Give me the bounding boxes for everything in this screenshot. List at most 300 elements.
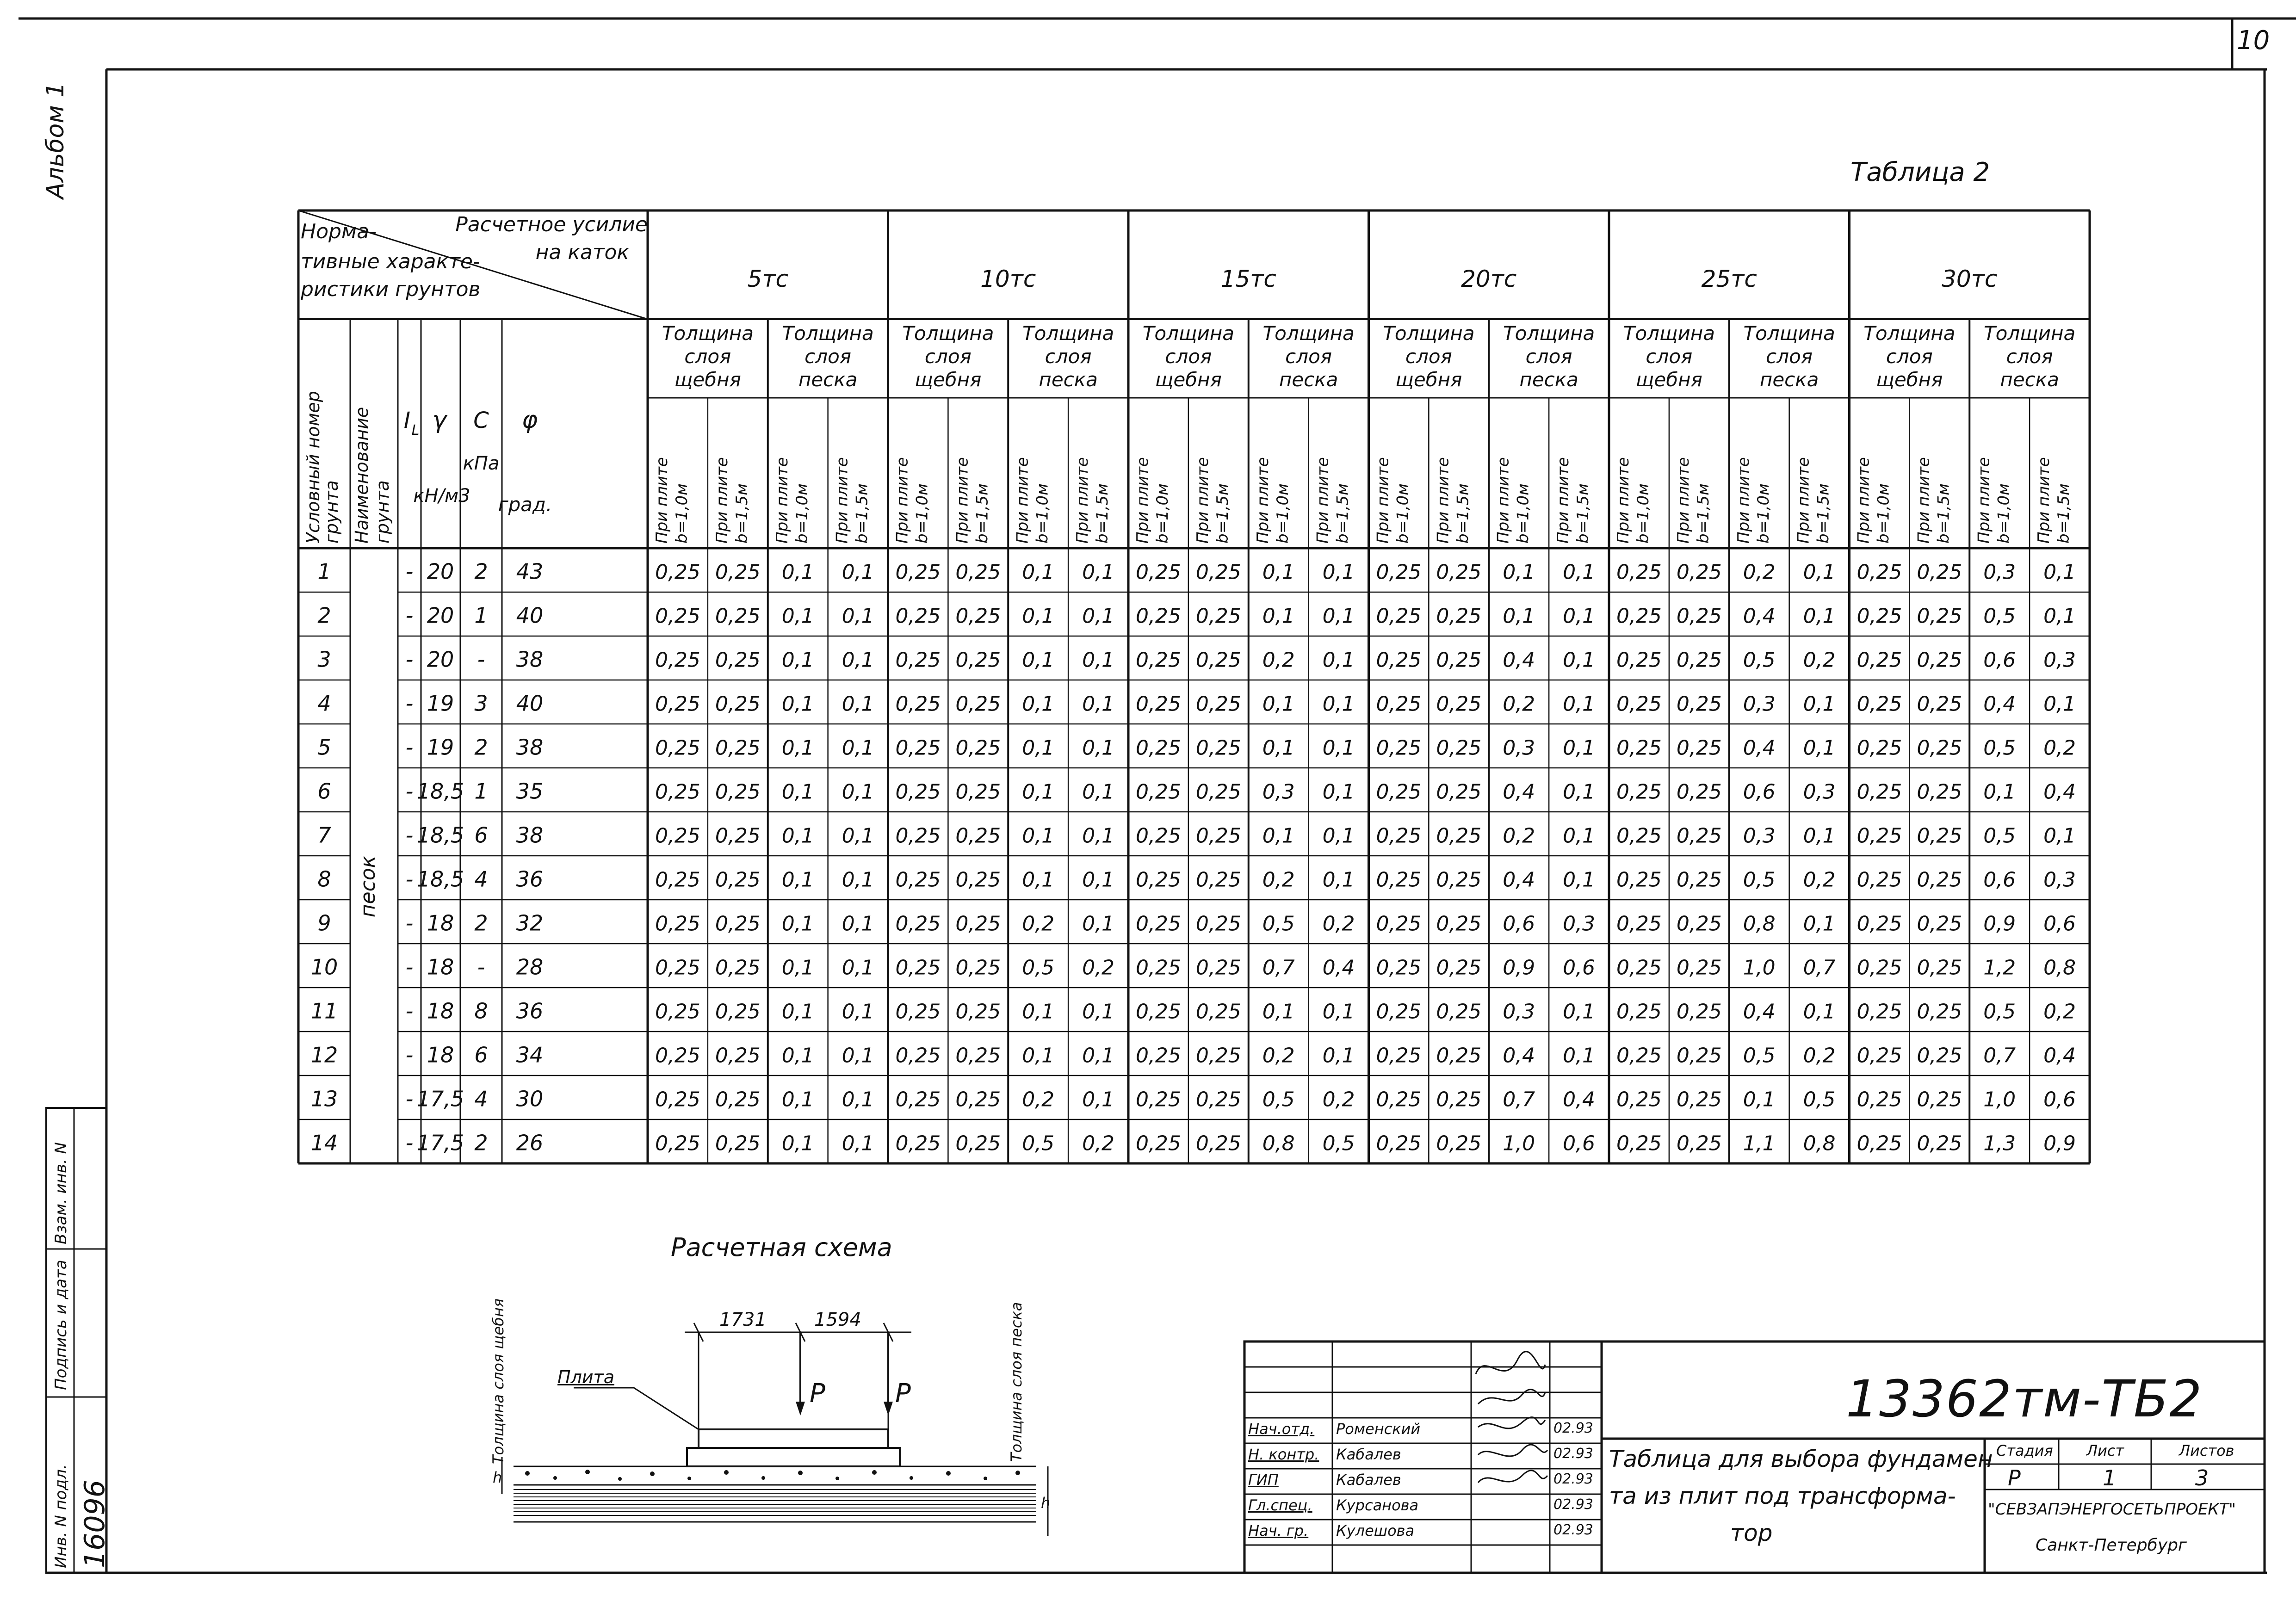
table-cell-value: 0,25 bbox=[1376, 692, 1422, 716]
table-cell-value: 0,6 bbox=[1563, 956, 1596, 980]
table-cell-value: 0,25 bbox=[715, 780, 761, 804]
table-cell-value: 0,25 bbox=[1857, 1000, 1902, 1024]
header-name-label: Наименование bbox=[352, 407, 372, 544]
stamp-row-name: Кабалев bbox=[1336, 1446, 1401, 1463]
table-cell-value: 0,25 bbox=[1676, 824, 1722, 848]
table-cell-value: 0,25 bbox=[655, 824, 700, 848]
table-cell-value: 0,2 bbox=[1262, 648, 1295, 672]
table-cell-value: 0,1 bbox=[1262, 560, 1295, 584]
stamp-sheet-value: 1 bbox=[2103, 1465, 2117, 1490]
stamp-row-date: 02.93 bbox=[1553, 1522, 1593, 1538]
table-cell-value: 0,1 bbox=[842, 1000, 874, 1024]
stamp-code: 13362тм-ТБ2 bbox=[1846, 1369, 2203, 1428]
subgroup-label: Толщина bbox=[662, 322, 754, 345]
header-norm-text: ристики грунтов bbox=[301, 278, 481, 301]
table-cell-value: 0,1 bbox=[781, 868, 814, 892]
scheme-h-left: h bbox=[493, 1469, 502, 1486]
table-cell-value: 0,9 bbox=[1503, 956, 1535, 980]
table-cell-value: 0,25 bbox=[1676, 956, 1722, 980]
group-label: 15тс bbox=[1220, 266, 1276, 292]
table-cell-value: 0,25 bbox=[1917, 1000, 1962, 1024]
subgroup-label: слоя bbox=[1525, 345, 1572, 368]
table-cell-value: 0,25 bbox=[1376, 956, 1422, 980]
table-cell-value: 0,1 bbox=[1082, 1044, 1115, 1068]
table-cell-value: 0,1 bbox=[781, 560, 814, 584]
row-c: - bbox=[477, 954, 485, 980]
table-cell-value: 0,25 bbox=[1436, 1088, 1482, 1112]
table-cell-value: 0,25 bbox=[1436, 868, 1482, 892]
subgroup-label: Толщина bbox=[1984, 322, 2076, 345]
table-cell-value: 0,1 bbox=[2043, 604, 2076, 628]
table-cell-value: 0,25 bbox=[715, 560, 761, 584]
table-cell-value: 0,25 bbox=[1676, 1131, 1722, 1156]
row-il: - bbox=[405, 559, 414, 584]
table-cell-value: 0,25 bbox=[1376, 1088, 1422, 1112]
row-il: - bbox=[405, 647, 414, 672]
table-cell-value: 0,25 bbox=[1857, 648, 1902, 672]
row-c: 2 bbox=[474, 1130, 488, 1156]
table-cell-value: 0,25 bbox=[1917, 560, 1962, 584]
subgroup-label: песка bbox=[1519, 368, 1578, 391]
table-cell-value: 0,25 bbox=[1195, 1131, 1241, 1156]
table-cell-value: 0,25 bbox=[1135, 780, 1181, 804]
table-cell-value: 0,25 bbox=[955, 1000, 1001, 1024]
header-force-text: Расчетное усилие bbox=[455, 213, 648, 236]
side-stamp-inv-value: 16096 bbox=[79, 1480, 111, 1568]
stamp-stage-label: Стадия bbox=[1996, 1442, 2053, 1459]
plate-label: При плите bbox=[653, 457, 671, 544]
table-cell-value: 0,25 bbox=[1676, 1088, 1722, 1112]
table-cell-value: 0,5 bbox=[1262, 912, 1295, 936]
table-cell-value: 0,1 bbox=[1322, 1000, 1355, 1024]
side-stamp-sign-label: Подпись и дата bbox=[52, 1260, 70, 1390]
table-cell-value: 0,25 bbox=[1376, 780, 1422, 804]
table-cell-value: 0,25 bbox=[1436, 1044, 1482, 1068]
table-cell-value: 0,1 bbox=[1563, 560, 1596, 584]
header-norm-text: тивные характе- bbox=[301, 250, 480, 273]
table-cell-value: 0,25 bbox=[1857, 780, 1902, 804]
row-number: 4 bbox=[317, 691, 331, 716]
subgroup-label: слоя bbox=[924, 345, 972, 368]
row-il: - bbox=[405, 954, 414, 980]
table-cell-value: 0,25 bbox=[715, 648, 761, 672]
table-cell-value: 0,25 bbox=[895, 868, 941, 892]
table-cell-value: 0,1 bbox=[1262, 736, 1295, 760]
table-cell-value: 0,1 bbox=[1322, 692, 1355, 716]
table-cell-value: 0,1 bbox=[1322, 1044, 1355, 1068]
plate-label: b=1,0м bbox=[1874, 483, 1893, 544]
table-cell-value: 1,3 bbox=[1983, 1131, 2016, 1156]
table-cell-value: 0,1 bbox=[1022, 1000, 1055, 1024]
subgroup-label: Толщина bbox=[1623, 322, 1715, 345]
table-cell-value: 0,4 bbox=[1322, 956, 1355, 980]
table-cell-value: 0,25 bbox=[1676, 868, 1722, 892]
row-phi: 40 bbox=[516, 603, 544, 628]
header-gamma-label: γ bbox=[432, 406, 447, 434]
table-cell-value: 0,25 bbox=[955, 824, 1001, 848]
table-cell-value: 0,25 bbox=[955, 692, 1001, 716]
table-cell-value: 0,4 bbox=[1563, 1088, 1596, 1112]
table-cell-value: 0,1 bbox=[781, 1000, 814, 1024]
table-cell-value: 0,25 bbox=[1616, 1131, 1662, 1156]
table-cell-value: 0,1 bbox=[842, 824, 874, 848]
stamp-sheets-label: Листов bbox=[2179, 1442, 2234, 1459]
table-cell-value: 0,1 bbox=[1082, 736, 1115, 760]
table-cell-value: 0,1 bbox=[842, 1131, 874, 1156]
row-gamma: 18 bbox=[427, 910, 454, 936]
subgroup-label: слоя bbox=[1405, 345, 1452, 368]
table-cell-value: 0,1 bbox=[781, 912, 814, 936]
row-phi: 35 bbox=[516, 779, 544, 804]
table-cell-value: 0,2 bbox=[1082, 1131, 1115, 1156]
table-cell-value: 0,2 bbox=[1503, 824, 1535, 848]
table-cell-value: 0,1 bbox=[1503, 560, 1535, 584]
table-cell-value: 0,8 bbox=[2043, 956, 2076, 980]
row-c: 4 bbox=[474, 866, 488, 892]
table-cell-value: 0,1 bbox=[1322, 648, 1355, 672]
stamp-row-date: 02.93 bbox=[1553, 1496, 1593, 1513]
table-cell-value: 0,5 bbox=[1743, 1044, 1776, 1068]
table-cell-value: 0,3 bbox=[2043, 868, 2076, 892]
table-cell-value: 0,1 bbox=[1022, 560, 1055, 584]
table-cell-value: 0,4 bbox=[2043, 780, 2076, 804]
table-cell-value: 0,2 bbox=[1322, 1088, 1355, 1112]
row-number: 9 bbox=[317, 910, 331, 936]
table-cell-value: 0,9 bbox=[2043, 1131, 2076, 1156]
plate-label: b=1,0м bbox=[1634, 483, 1652, 544]
table-cell-value: 0,25 bbox=[1676, 912, 1722, 936]
table-cell-value: 0,25 bbox=[955, 604, 1001, 628]
plate-label: b=1,5м bbox=[973, 483, 992, 544]
row-gamma: 18,5 bbox=[416, 779, 464, 804]
table-cell-value: 0,7 bbox=[1503, 1088, 1535, 1112]
row-c: 4 bbox=[474, 1086, 488, 1112]
row-gamma: 18 bbox=[427, 954, 454, 980]
table-cell-value: 0,25 bbox=[895, 1000, 941, 1024]
table-cell-value: 0,1 bbox=[1262, 1000, 1295, 1024]
plate-label: При плите bbox=[953, 457, 972, 544]
subgroup-label: песка bbox=[1759, 368, 1819, 391]
stamp-org: "СЕВЗАПЭНЕРГОСЕТЬПРОЕКТ" bbox=[1988, 1500, 2236, 1519]
stamp-row-name: Роменский bbox=[1336, 1420, 1421, 1438]
table-cell-value: 0,25 bbox=[655, 1131, 700, 1156]
table-cell-value: 0,25 bbox=[895, 912, 941, 936]
table-cell-value: 0,25 bbox=[1376, 824, 1422, 848]
plate-label: b=1,0м bbox=[1393, 483, 1412, 544]
table-cell-value: 0,1 bbox=[1322, 736, 1355, 760]
table-cell-value: 0,25 bbox=[895, 560, 941, 584]
table-cell-value: 0,5 bbox=[1022, 956, 1055, 980]
stamp-title-3: тор bbox=[1730, 1520, 1773, 1546]
header-c-label: C bbox=[473, 408, 489, 433]
table-cell-value: 0,25 bbox=[1917, 824, 1962, 848]
table-cell-value: 0,25 bbox=[1857, 560, 1902, 584]
plate-label: При плите bbox=[1854, 457, 1873, 544]
table-cell-value: 0,1 bbox=[1563, 780, 1596, 804]
table-cell-value: 0,1 bbox=[1803, 1000, 1836, 1024]
row-il: - bbox=[405, 822, 414, 848]
table-cell-value: 0,5 bbox=[1983, 604, 2016, 628]
table-cell-value: 0,1 bbox=[842, 780, 874, 804]
table-cell-value: 0,25 bbox=[1195, 560, 1241, 584]
table-cell-value: 0,5 bbox=[1022, 1131, 1055, 1156]
table-cell-value: 0,2 bbox=[1803, 648, 1836, 672]
table-cell-value: 0,25 bbox=[1616, 956, 1662, 980]
table-cell-value: 0,1 bbox=[1503, 604, 1535, 628]
table-cell-value: 0,25 bbox=[1195, 1044, 1241, 1068]
table-cell-value: 0,2 bbox=[1803, 868, 1836, 892]
row-number: 14 bbox=[310, 1130, 338, 1156]
table-cell-value: 0,25 bbox=[655, 868, 700, 892]
table-cell-value: 0,1 bbox=[1082, 692, 1115, 716]
table-cell-value: 1,2 bbox=[1983, 956, 2016, 980]
table-cell-value: 0,1 bbox=[842, 868, 874, 892]
scheme-sand-label: Толщина слоя песка bbox=[1008, 1302, 1025, 1462]
row-gamma: 19 bbox=[427, 735, 454, 760]
row-c: 2 bbox=[474, 559, 488, 584]
table-cell-value: 0,5 bbox=[1983, 824, 2016, 848]
table-cell-value: 0,25 bbox=[1376, 868, 1422, 892]
table-cell-value: 0,25 bbox=[715, 1131, 761, 1156]
table-cell-value: 0,5 bbox=[1983, 736, 2016, 760]
sheet-number: 10 bbox=[2237, 25, 2270, 56]
stamp-row-name: Кулешова bbox=[1336, 1522, 1415, 1539]
row-il: - bbox=[405, 691, 414, 716]
row-phi: 43 bbox=[516, 559, 544, 584]
table-cell-value: 0,1 bbox=[842, 692, 874, 716]
table-cell-value: 0,3 bbox=[1743, 824, 1776, 848]
subgroup-label: Толщина bbox=[1022, 322, 1114, 345]
table-cell-value: 0,25 bbox=[1616, 648, 1662, 672]
table-cell-value: 0,2 bbox=[1022, 1088, 1055, 1112]
plate-label: При плите bbox=[833, 457, 852, 544]
table-cell-value: 0,25 bbox=[1195, 648, 1241, 672]
soil-table bbox=[298, 210, 2090, 1163]
table-cell-value: 0,3 bbox=[1743, 692, 1776, 716]
table-label: Таблица 2 bbox=[1850, 157, 1990, 187]
table-cell-value: 0,2 bbox=[1022, 912, 1055, 936]
stamp-row: Гл.спец. bbox=[1248, 1496, 1312, 1514]
subgroup-label: песка bbox=[798, 368, 858, 391]
table-cell-value: 0,25 bbox=[955, 1044, 1001, 1068]
table-cell-value: 1,0 bbox=[1503, 1131, 1535, 1156]
subgroup-label: слоя bbox=[684, 345, 731, 368]
header-il-label: I bbox=[403, 408, 411, 433]
table-cell-value: 0,1 bbox=[1563, 868, 1596, 892]
table-cell-value: 0,25 bbox=[715, 1088, 761, 1112]
scheme-dim-left: 1731 bbox=[719, 1309, 767, 1330]
table-cell-value: 0,1 bbox=[1082, 912, 1115, 936]
row-number: 7 bbox=[317, 822, 331, 848]
table-cell-value: 0,1 bbox=[1322, 824, 1355, 848]
table-cell-value: 0,25 bbox=[1917, 648, 1962, 672]
stamp-row: ГИП bbox=[1248, 1471, 1279, 1489]
subgroup-label: щебня bbox=[1395, 368, 1462, 391]
table-cell-value: 0,25 bbox=[1616, 736, 1662, 760]
header-num-label: Условный номер bbox=[303, 391, 323, 544]
table-cell-value: 0,1 bbox=[842, 1088, 874, 1112]
table-cell-value: 1,1 bbox=[1743, 1131, 1776, 1156]
stamp-row: Нач. гр. bbox=[1248, 1522, 1309, 1539]
table-cell-value: 0,1 bbox=[842, 1044, 874, 1068]
table-cell-value: 0,4 bbox=[1503, 868, 1535, 892]
subgroup-label: слоя bbox=[1285, 345, 1332, 368]
row-number: 1 bbox=[317, 559, 331, 584]
table-cell-value: 0,1 bbox=[1983, 780, 2016, 804]
soil-name-label: песок bbox=[356, 855, 380, 918]
plate-label: b=1,0м bbox=[1754, 483, 1773, 544]
table-cell-value: 0,25 bbox=[1857, 1088, 1902, 1112]
table-cell-value: 0,25 bbox=[1376, 604, 1422, 628]
plate-label: b=1,0м bbox=[1033, 483, 1052, 544]
table-cell-value: 0,2 bbox=[1803, 1044, 1836, 1068]
table-cell-value: 0,5 bbox=[1322, 1131, 1355, 1156]
table-cell-value: 0,25 bbox=[655, 912, 700, 936]
table-cell-value: 0,1 bbox=[1803, 560, 1836, 584]
table-cell-value: 0,3 bbox=[1563, 912, 1596, 936]
row-phi: 38 bbox=[516, 647, 544, 672]
row-il: - bbox=[405, 1086, 414, 1112]
table-cell-value: 0,2 bbox=[1322, 912, 1355, 936]
table-cell-value: 0,2 bbox=[1503, 692, 1535, 716]
table-cell-value: 0,1 bbox=[1022, 692, 1055, 716]
group-label: 5тс bbox=[747, 266, 788, 292]
table-cell-value: 0,1 bbox=[1322, 560, 1355, 584]
row-il: - bbox=[405, 735, 414, 760]
subgroup-label: Толщина bbox=[1503, 322, 1595, 345]
row-number: 6 bbox=[317, 779, 331, 804]
table-cell-value: 0,25 bbox=[715, 868, 761, 892]
table-cell-value: 0,25 bbox=[955, 648, 1001, 672]
table-cell-value: 0,6 bbox=[1743, 780, 1776, 804]
table-cell-value: 0,1 bbox=[1082, 648, 1115, 672]
table-cell-value: 0,25 bbox=[655, 956, 700, 980]
table-cell-value: 0,6 bbox=[1983, 648, 2016, 672]
table-cell-value: 0,4 bbox=[1503, 1044, 1535, 1068]
table-cell-value: 0,25 bbox=[715, 956, 761, 980]
table-cell-value: 0,25 bbox=[1917, 1131, 1962, 1156]
row-il: - bbox=[405, 603, 414, 628]
group-label: 10тс bbox=[980, 266, 1036, 292]
table-cell-value: 0,25 bbox=[1376, 1044, 1422, 1068]
table-cell-value: 0,1 bbox=[1563, 692, 1596, 716]
table-cell-value: 0,8 bbox=[1262, 1131, 1295, 1156]
table-cell-value: 0,25 bbox=[1436, 956, 1482, 980]
plate-label: При плите bbox=[1974, 457, 1993, 544]
table-cell-value: 0,2 bbox=[1262, 1044, 1295, 1068]
table-cell-value: 1,0 bbox=[1743, 956, 1776, 980]
table-cell-value: 0,25 bbox=[1616, 912, 1662, 936]
table-cell-value: 0,25 bbox=[1436, 692, 1482, 716]
table-cell-value: 0,25 bbox=[1195, 692, 1241, 716]
header-name-label: грунта bbox=[372, 480, 393, 544]
table-cell-value: 0,1 bbox=[1803, 604, 1836, 628]
table-cell-value: 0,4 bbox=[1503, 780, 1535, 804]
table-cell-value: 0,1 bbox=[781, 604, 814, 628]
header-norm-text: Норма- bbox=[301, 220, 377, 243]
plate-label: При плите bbox=[712, 457, 731, 544]
table-cell-value: 0,25 bbox=[715, 736, 761, 760]
table-cell-value: 0,25 bbox=[1376, 736, 1422, 760]
table-cell-value: 0,25 bbox=[1135, 824, 1181, 848]
table-cell-value: 0,1 bbox=[1322, 604, 1355, 628]
header-phi-label: φ bbox=[521, 406, 538, 434]
plate-label: b=1,5м bbox=[2055, 483, 2073, 544]
table-cell-value: 0,8 bbox=[1743, 912, 1776, 936]
subgroup-label: песка bbox=[1279, 368, 1338, 391]
table-cell-value: 0,25 bbox=[1376, 912, 1422, 936]
table-cell-value: 0,1 bbox=[781, 692, 814, 716]
subgroup-label: щебня bbox=[1876, 368, 1943, 391]
table-cell-value: 0,1 bbox=[781, 1131, 814, 1156]
table-cell-value: 0,25 bbox=[895, 780, 941, 804]
table-cell-value: 0,25 bbox=[1436, 824, 1482, 848]
subgroup-label: песка bbox=[2000, 368, 2059, 391]
row-c: 8 bbox=[474, 998, 488, 1024]
subgroup-label: Толщина bbox=[902, 322, 994, 345]
table-cell-value: 0,25 bbox=[955, 780, 1001, 804]
table-cell-value: 0,25 bbox=[1616, 1044, 1662, 1068]
table-cell-value: 0,1 bbox=[1262, 824, 1295, 848]
table-cell-value: 0,25 bbox=[1135, 692, 1181, 716]
stamp-row-name: Кабалев bbox=[1336, 1471, 1401, 1489]
group-label: 20тс bbox=[1461, 266, 1517, 292]
row-il: - bbox=[405, 910, 414, 936]
stamp-row-name: Курсанова bbox=[1336, 1496, 1419, 1514]
table-cell-value: 0,25 bbox=[655, 1088, 700, 1112]
header-phi-unit: град. bbox=[498, 493, 552, 516]
table-cell-value: 0,1 bbox=[781, 1044, 814, 1068]
table-cell-value: 0,7 bbox=[1983, 1044, 2016, 1068]
side-stamp-inv-label: Инв. N подл. bbox=[52, 1464, 70, 1568]
plate-label: При плите bbox=[1374, 457, 1392, 544]
plate-label: b=1,0м bbox=[1514, 483, 1533, 544]
plate-shape bbox=[699, 1429, 888, 1448]
row-phi: 40 bbox=[516, 691, 544, 716]
plate-label: При плите bbox=[1914, 457, 1933, 544]
table-cell-value: 0,25 bbox=[655, 692, 700, 716]
table-cell-value: 0,1 bbox=[2043, 692, 2076, 716]
table-cell-value: 0,1 bbox=[1082, 824, 1115, 848]
table-cell-value: 0,1 bbox=[1022, 648, 1055, 672]
subgroup-label: щебня bbox=[1635, 368, 1702, 391]
table-cell-value: 0,1 bbox=[1803, 824, 1836, 848]
table-cell-value: 0,25 bbox=[1135, 868, 1181, 892]
table-cell-value: 0,1 bbox=[1743, 1088, 1776, 1112]
row-phi: 38 bbox=[516, 822, 544, 848]
table-cell-value: 0,25 bbox=[955, 912, 1001, 936]
table-cell-value: 0,3 bbox=[1503, 736, 1535, 760]
stamp-title-1: Таблица для выбора фундамен bbox=[1609, 1446, 1993, 1472]
table-cell-value: 0,1 bbox=[1803, 912, 1836, 936]
table-cell-value: 0,25 bbox=[1376, 1131, 1422, 1156]
table-cell-value: 0,6 bbox=[1503, 912, 1535, 936]
stamp-row: Нач.отд. bbox=[1248, 1420, 1315, 1438]
subgroup-label: слоя bbox=[1886, 345, 1933, 368]
subgroup-label: Толщина bbox=[1142, 322, 1234, 345]
row-c: 2 bbox=[474, 735, 488, 760]
table-cell-value: 0,25 bbox=[1135, 604, 1181, 628]
table-cell-value: 0,1 bbox=[2043, 824, 2076, 848]
table-cell-value: 0,25 bbox=[1917, 780, 1962, 804]
row-number: 5 bbox=[317, 735, 331, 760]
plate-label: При плите bbox=[1494, 457, 1513, 544]
plate-label: При плите bbox=[773, 457, 792, 544]
subgroup-label: Толщина bbox=[1743, 322, 1835, 345]
table-cell-value: 0,2 bbox=[1082, 956, 1115, 980]
table-cell-value: 0,25 bbox=[1195, 736, 1241, 760]
table-cell-value: 0,25 bbox=[1135, 648, 1181, 672]
